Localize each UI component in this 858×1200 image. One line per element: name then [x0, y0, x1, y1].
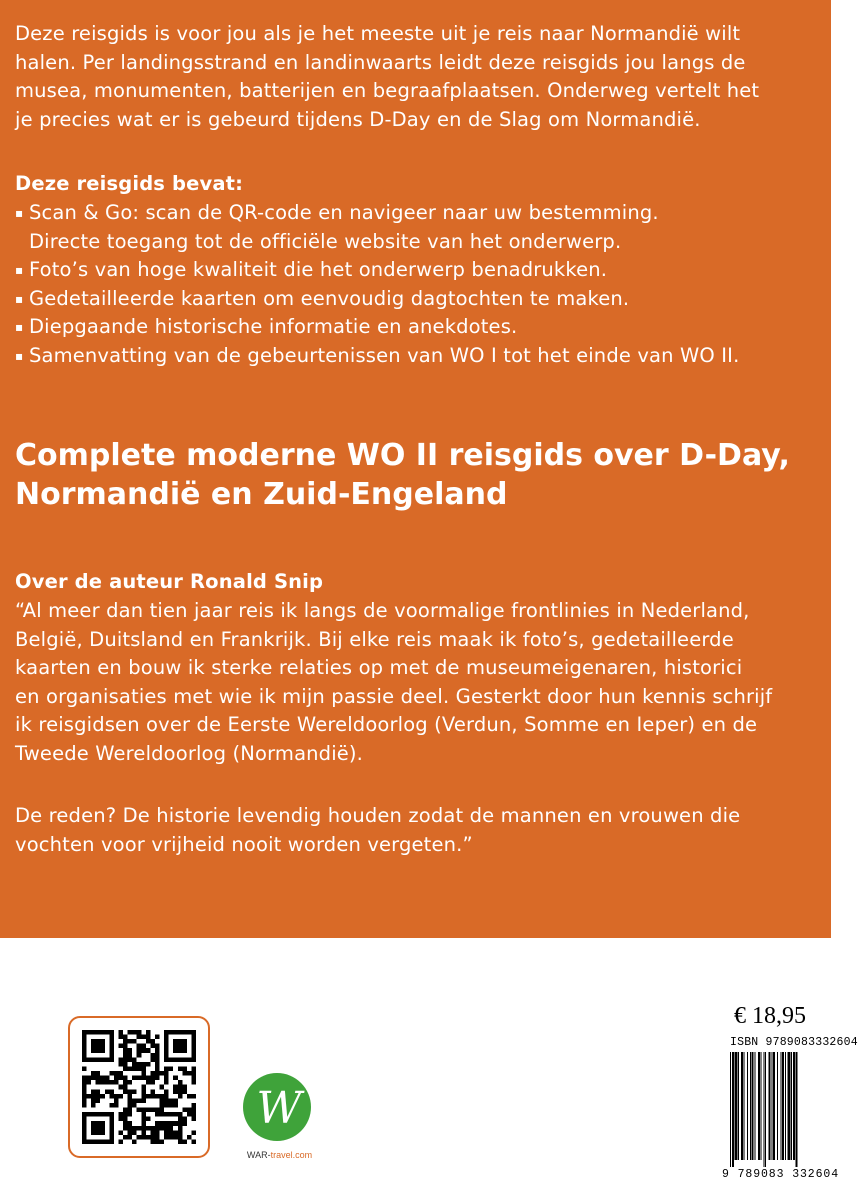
author-line: Tweede Wereldoorlog (Normandië). — [15, 741, 364, 765]
logo-text-accent: travel.com — [270, 1150, 313, 1160]
list-item — [15, 199, 739, 228]
war-travel-logo-icon — [241, 1071, 313, 1143]
closing-paragraph — [15, 802, 740, 859]
closing-line: De reden? De historie levendig houden zodat de mannen en vrouwen die — [15, 804, 741, 827]
bullet-icon: ▪ — [15, 320, 24, 334]
price-label: € 18,95 — [734, 1003, 806, 1029]
bullet-icon: ▪ — [15, 263, 24, 277]
author-line: ik reisgidsen over de Eerste Wereldoorlog (Verdun, Somme en Ieper) en de — [15, 713, 758, 736]
barcode-icon — [730, 1052, 814, 1167]
list-item-text: Samenvatting van de gebeurtenissen van WO I tot het einde van WO II. — [29, 343, 740, 367]
list-item-text: Foto’s van hoge kwaliteit die het onderwerp benadrukken. — [29, 258, 608, 281]
list-item-text: Scan & Go: scan de QR-code en navigeer naar uw bestemming. — [29, 201, 659, 224]
logo-letter: W — [256, 1083, 302, 1134]
author-quote — [15, 597, 772, 768]
list-item — [15, 256, 739, 285]
contents-heading: Deze reisgids bevat: — [15, 172, 244, 195]
author-heading: Over de auteur Ronald Snip — [15, 570, 324, 593]
bullet-icon: ▪ — [15, 206, 24, 220]
qr-code-frame — [68, 1016, 210, 1158]
author-line: kaarten en bouw ik sterke relaties op met de museumeigenaren, historici — [15, 656, 743, 679]
logo-text-prefix: WAR- — [246, 1150, 271, 1160]
subtitle-line: Complete moderne WO II reisgids over D-Day, — [15, 438, 790, 473]
list-item-text: Diepgaande historische informatie en anekdotes. — [29, 315, 518, 338]
author-line: “Al meer dan tien jaar reis ik langs de voormalige frontlinies in Nederland, — [15, 599, 750, 622]
book-subtitle — [15, 436, 790, 514]
intro-line: Deze reisgids is voor jou als je het meeste uit je reis naar Normandië wilt — [15, 22, 741, 45]
barcode-digits: 9 789083 332604 — [722, 1168, 840, 1181]
list-item — [15, 285, 739, 314]
intro-line: halen. Per landingsstrand en landinwaarts leidt deze reisgids jou langs de — [15, 50, 746, 74]
bullet-icon: ▪ — [15, 348, 24, 363]
closing-line: vochten voor vrijheid nooit worden vergeten.” — [15, 832, 473, 856]
bullet-icon: ▪ — [15, 291, 24, 306]
intro-line: musea, monumenten, batterijen en begraafplaatsen. Onderweg vertelt het — [15, 79, 760, 102]
intro-paragraph — [15, 20, 759, 134]
list-item — [15, 342, 739, 371]
list-item-continuation: Directe toegang tot de officiële website van het onderwerp. — [29, 229, 622, 253]
logo-website-text — [232, 1150, 327, 1160]
author-line: en organisaties met wie ik mijn passie deel. Gesterkt door hun kennis schrijf — [15, 684, 773, 708]
author-line: België, Duitsland en Frankrijk. Bij elke reis maak ik foto’s, gedetailleerde — [15, 627, 734, 651]
contents-list — [15, 199, 739, 370]
intro-line: je precies wat er is gebeurd tijdens D-Day en de Slag om Normandië. — [15, 107, 701, 131]
list-item-text: Gedetailleerde kaarten om eenvoudig dagtochten te maken. — [29, 286, 630, 310]
isbn-label: ISBN 9789083332604 — [730, 1036, 858, 1049]
subtitle-line: Normandië en Zuid-Engeland — [15, 477, 508, 512]
qr-code-icon[interactable] — [82, 1030, 196, 1144]
list-item — [15, 313, 739, 342]
